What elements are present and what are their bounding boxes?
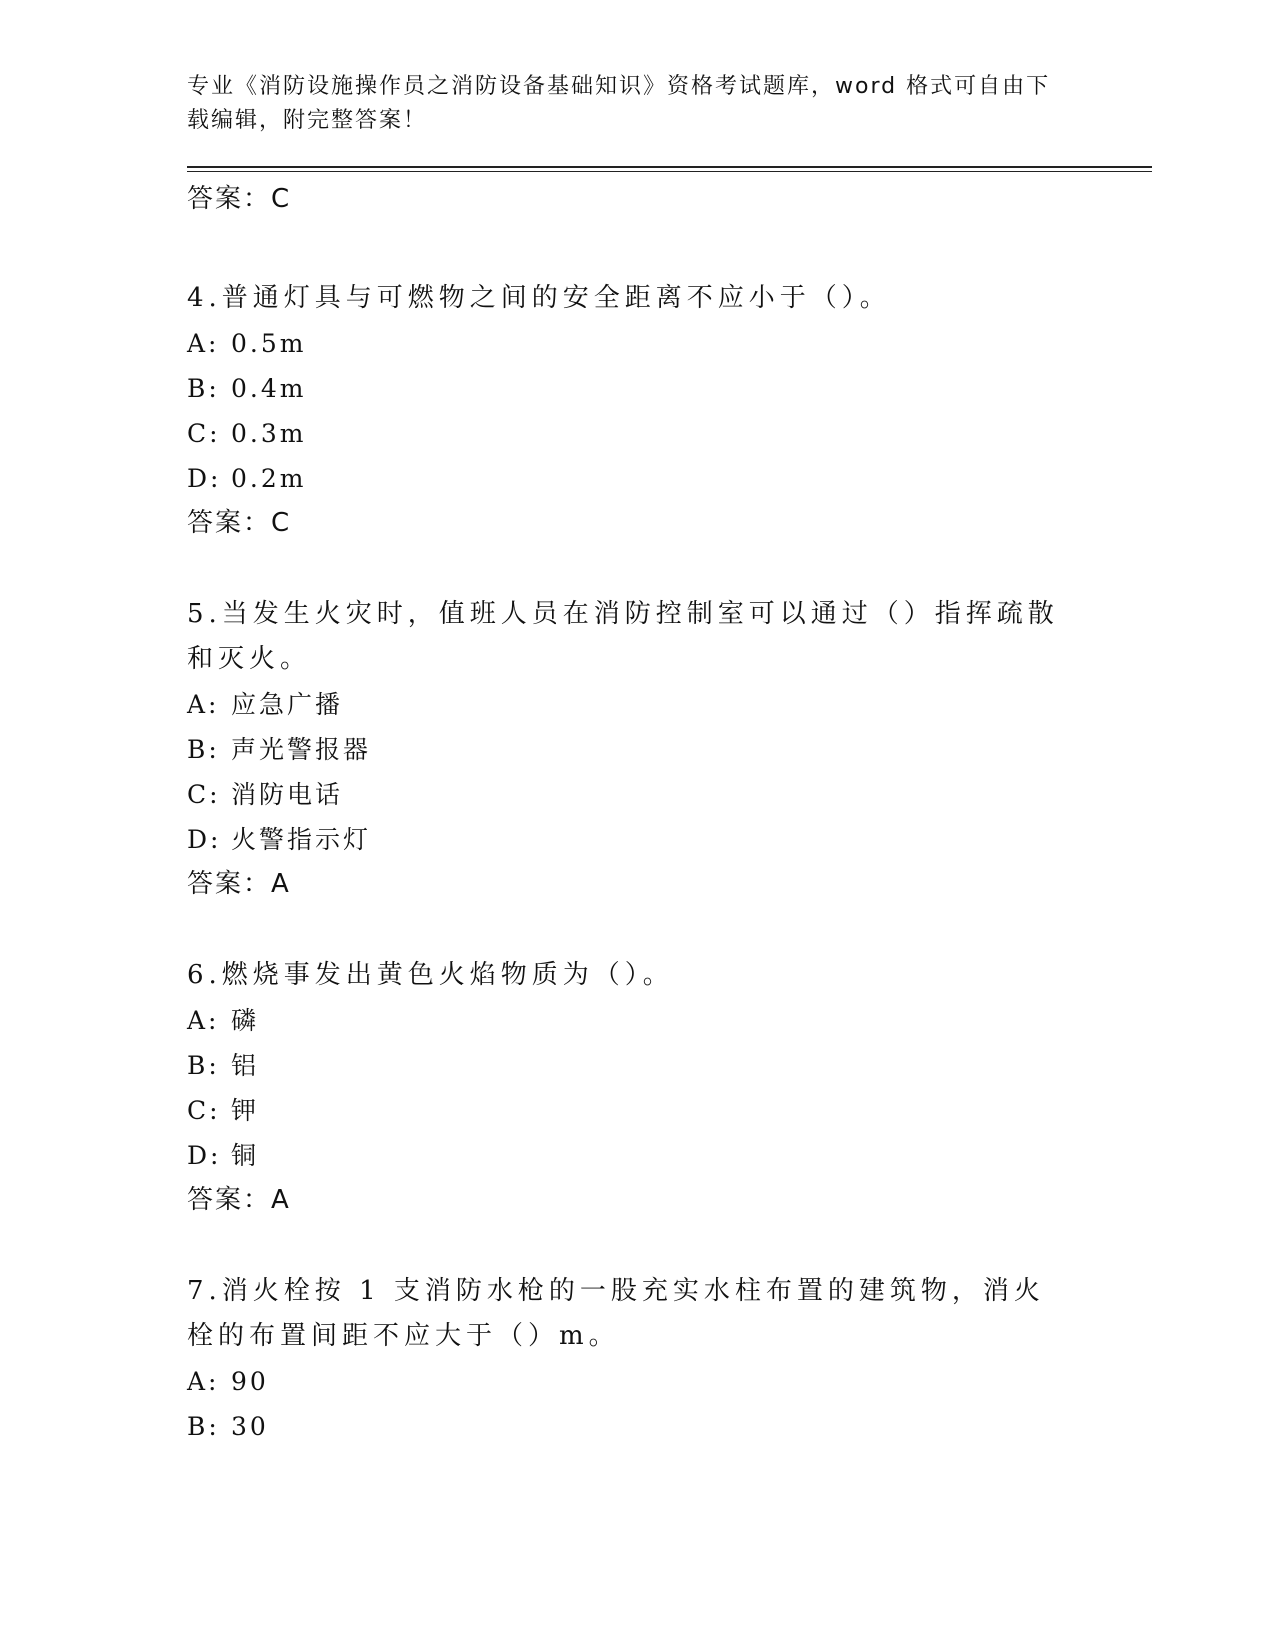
previous-question-answer: 答案：C: [187, 184, 292, 214]
option-text: 0.4m: [231, 374, 307, 403]
option-text: 消防电话: [231, 780, 344, 809]
option-letter: A:: [187, 690, 220, 719]
option-letter: B:: [187, 1412, 220, 1441]
option-b: [187, 1043, 1147, 1088]
option-b: [187, 727, 1147, 772]
option-text: 0.2m: [231, 464, 307, 493]
option-letter: A:: [187, 1367, 220, 1396]
question-answer: 答案：C: [187, 508, 292, 538]
option-letter: C:: [187, 1096, 221, 1125]
option-a: [187, 321, 1147, 366]
question-text: 5.当发生火灾时，值班人员在消防控制室可以通过（）指挥疏散和灭火。: [187, 599, 1059, 674]
question-7: [187, 1269, 1147, 1449]
option-a: [187, 682, 1147, 727]
option-letter: B:: [187, 374, 220, 403]
option-letter: C:: [187, 419, 221, 448]
option-text: 铝: [231, 1051, 260, 1080]
document-page: [187, 70, 1147, 1449]
question-text: 4.普通灯具与可燃物之间的安全距离不应小于（）。: [187, 283, 891, 313]
option-letter: A:: [187, 329, 220, 358]
option-letter: D:: [187, 464, 222, 493]
option-letter: D:: [187, 1141, 222, 1170]
question-answer: 答案：A: [187, 869, 291, 899]
option-c: [187, 411, 1147, 456]
option-text: 0.5m: [231, 329, 307, 358]
option-d: [187, 1133, 1147, 1178]
option-text: 钾: [231, 1096, 260, 1125]
option-letter: C:: [187, 780, 221, 809]
option-d: [187, 456, 1147, 501]
option-text: 声光警报器: [231, 735, 372, 764]
question-text: 6.燃烧事发出黄色火焰物质为（）。: [187, 960, 674, 990]
question-5: [187, 592, 1147, 907]
document-intro: 专业《消防设施操作员之消防设备基础知识》资格考试题库，word 格式可自由下载编辑，附完整答案！: [187, 74, 1051, 133]
question-4: [187, 276, 1147, 546]
option-a: [187, 1359, 1147, 1404]
option-c: [187, 1088, 1147, 1133]
option-text: 磷: [231, 1006, 260, 1035]
option-b: [187, 1404, 1147, 1449]
option-text: 铜: [231, 1141, 260, 1170]
option-letter: B:: [187, 735, 220, 764]
question-text: 7.消火栓按 1 支消防水枪的一股充实水柱布置的建筑物，消火栓的布置间距不应大于（）m。: [187, 1276, 1045, 1351]
option-letter: D:: [187, 825, 222, 854]
option-text: 90: [231, 1367, 269, 1396]
option-letter: A:: [187, 1006, 220, 1035]
option-text: 火警指示灯: [231, 825, 372, 854]
option-letter: B:: [187, 1051, 220, 1080]
option-text: 应急广播: [231, 690, 344, 719]
header-divider: [187, 166, 1152, 172]
option-text: 0.3m: [231, 419, 307, 448]
option-c: [187, 772, 1147, 817]
option-d: [187, 817, 1147, 862]
option-b: [187, 366, 1147, 411]
option-text: 30: [231, 1412, 269, 1441]
question-6: [187, 953, 1147, 1223]
option-a: [187, 998, 1147, 1043]
question-answer: 答案：A: [187, 1185, 291, 1215]
